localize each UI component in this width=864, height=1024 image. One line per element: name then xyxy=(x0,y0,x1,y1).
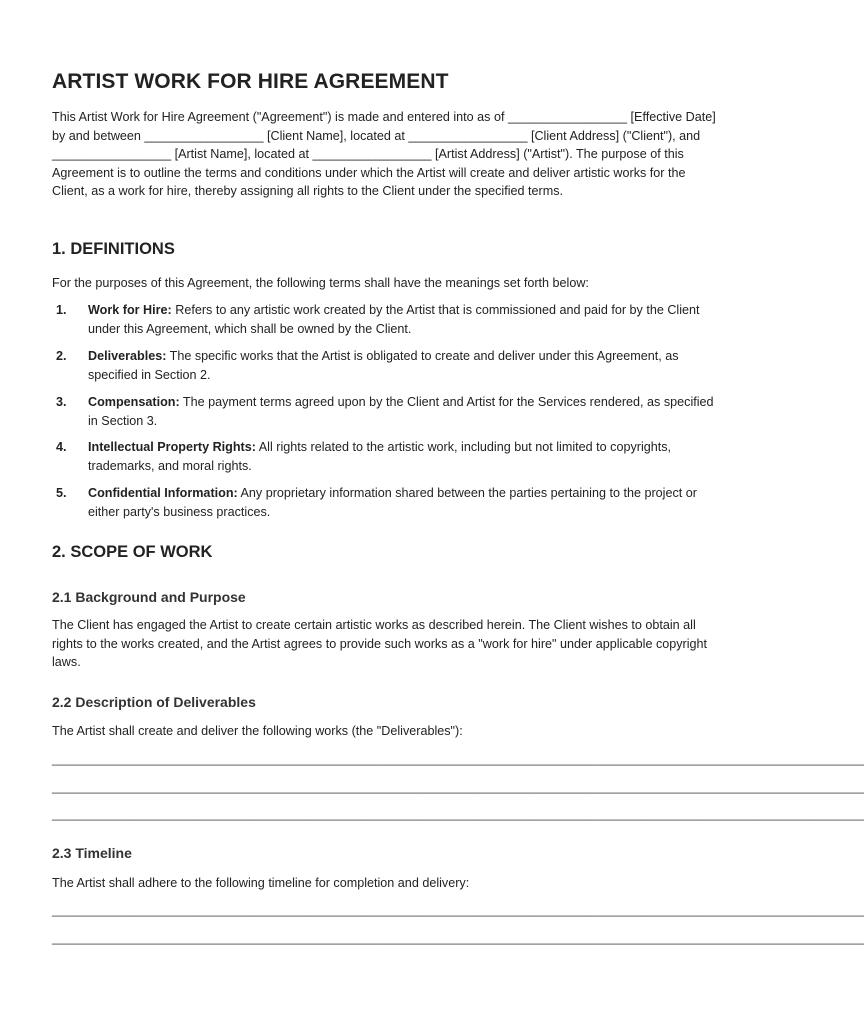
definition-item xyxy=(52,438,718,475)
item-term: Confidential Information: xyxy=(88,486,238,500)
item-number: 3. xyxy=(56,395,67,409)
item-text: The specific works that the Artist is obligated to create and deliver under this Agreement, as specified in Section 2. xyxy=(88,349,679,382)
deliverable-blank-line[interactable]: ____________________________________________________________________________________________________________________ xyxy=(52,807,864,821)
deliverable-blank-line[interactable]: ____________________________________________________________________________________________________________________ xyxy=(52,780,864,794)
subsection-timeline-heading: 2.3 Timeline xyxy=(52,845,132,861)
section-definitions-heading: 1. DEFINITIONS xyxy=(52,240,175,258)
item-number: 4. xyxy=(56,440,67,454)
item-text: Any proprietary information shared between the parties pertaining to the project or either party's business practices. xyxy=(88,486,697,519)
timeline-paragraph: The Artist shall adhere to the following timeline for completion and delivery: xyxy=(52,876,470,890)
item-number: 1. xyxy=(56,303,67,317)
item-number: 2. xyxy=(56,349,67,363)
document-title: ARTIST WORK FOR HIRE AGREEMENT xyxy=(52,70,449,93)
item-text: Refers to any artistic work created by the Artist that is commissioned and paid for by the Client under this Agreement, which shall be owned by the Client. xyxy=(88,303,700,336)
subsection-background-heading: 2.1 Background and Purpose xyxy=(52,589,246,605)
subsection-deliverables-heading: 2.2 Description of Deliverables xyxy=(52,694,256,710)
timeline-blank-line[interactable]: ____________________________________________________________________________________________________________________ xyxy=(52,931,864,945)
definition-item xyxy=(52,484,718,521)
item-term: Work for Hire: xyxy=(88,303,172,317)
section-scope-heading: 2. SCOPE OF WORK xyxy=(52,543,213,561)
item-term: Intellectual Property Rights: xyxy=(88,440,256,454)
item-term: Deliverables: xyxy=(88,349,167,363)
intro-paragraph: This Artist Work for Hire Agreement ("Agreement") is made and entered into as of _________________ [Effective Date] by and between _________________ [Client Name], located at _________________ [Client Address] ("Client"), and _________________ [Artist Name], located at _________________ [Artist Address] ("Artist"). The purpose of this Agreement is to outline the terms and conditions under which the Artist will create and deliver artistic works for the Client, as a work for hire, thereby assigning all rights to the Client under the specified terms. xyxy=(52,110,716,198)
item-number: 5. xyxy=(56,486,67,500)
background-paragraph: The Client has engaged the Artist to create certain artistic works as described herein. The Client wishes to obtain all rights to the works created, and the Artist agrees to provide such works as a "work for hire" under applicable copyright laws. xyxy=(52,618,708,669)
item-term: Compensation: xyxy=(88,395,180,409)
definition-item xyxy=(52,393,718,430)
item-text: The payment terms agreed upon by the Client and Artist for the Services rendered, as specified in Section 3. xyxy=(88,395,714,428)
definition-item xyxy=(52,347,718,384)
definition-item xyxy=(52,301,718,338)
definitions-intro: For the purposes of this Agreement, the following terms shall have the meanings set forth below: xyxy=(52,276,589,290)
item-text: All rights related to the artistic work, including but not limited to copyrights, trademarks, and moral rights. xyxy=(88,440,672,473)
deliverables-paragraph: The Artist shall create and deliver the following works (the "Deliverables"): xyxy=(52,724,463,738)
timeline-blank-line[interactable]: ____________________________________________________________________________________________________________________ xyxy=(52,903,864,917)
deliverable-blank-line[interactable]: ____________________________________________________________________________________________________________________ xyxy=(52,752,864,766)
